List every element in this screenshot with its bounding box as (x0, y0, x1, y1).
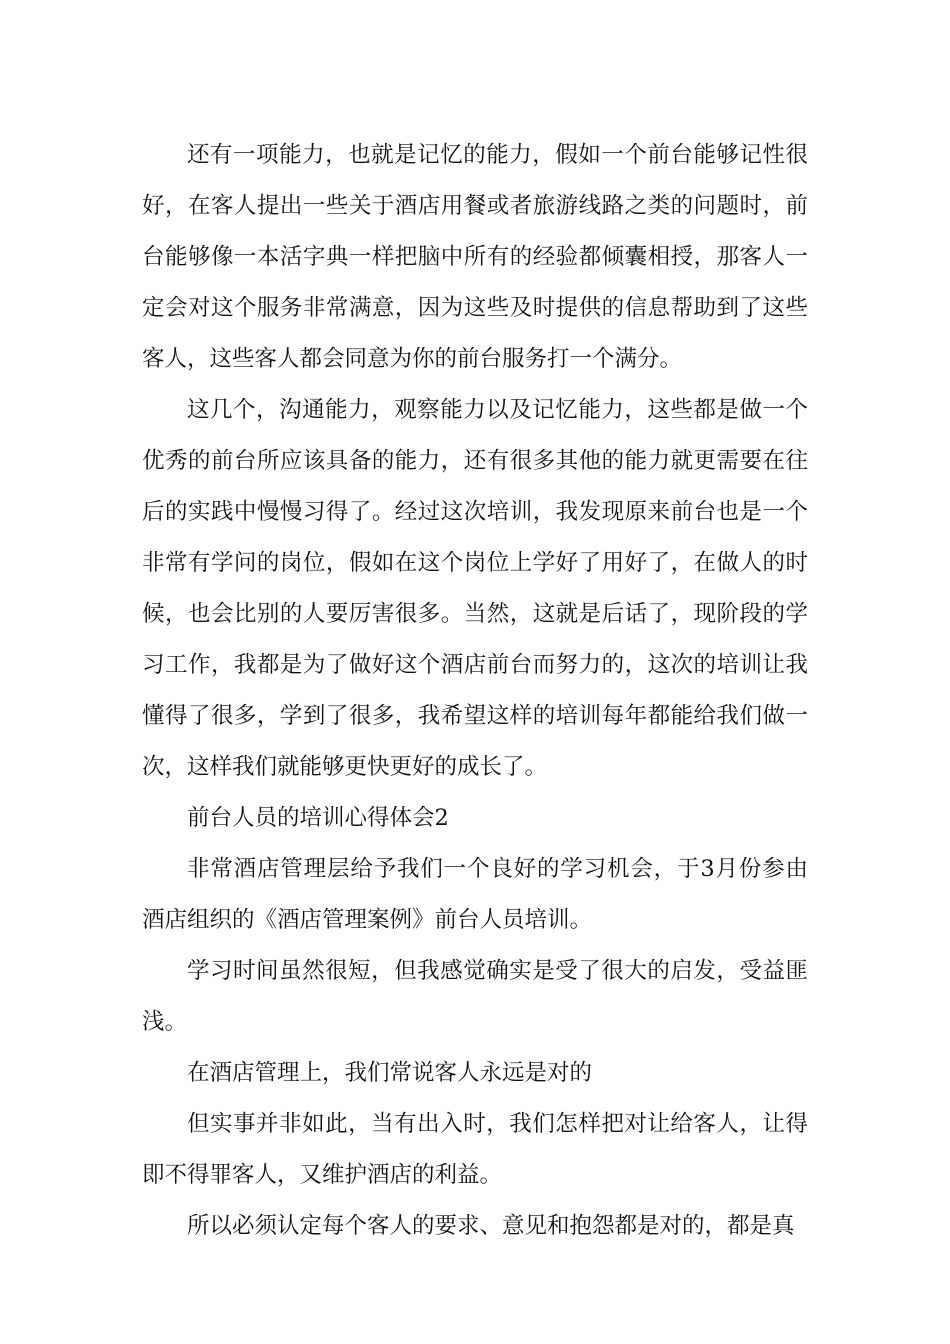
paragraph-memory-ability: 还有一项能力，也就是记忆的能力，假如一个前台能够记性很好，在客人提出一些关于酒店用餐或者旅游线路之类的问题时，前台能够像一本活字典一样把脑中所有的经验都倾囊相授，那客人一定会对这个服务非常满意，因为这些及时提供的信息帮助到了这些客人，这些客人都会同意为你的前台服务打一个满分。 (142, 142, 808, 372)
paragraph-inspiration: 学习时间虽然很短，但我感觉确实是受了很大的启发，受益匪浅。 (142, 958, 808, 1035)
paragraph-abilities-summary: 这几个，沟通能力，观察能力以及记忆能力，这些都是做一个优秀的前台所应该具备的能力，还有很多其他的能力就更需要在往后的实践中慢慢习得了。经过这次培训，我发现原来前台也是一个非常有学问的岗位，假如在这个岗位上学好了用好了，在做人的时候，也会比别的人要厉害很多。当然，这就是后话了，现阶段的学习工作，我都是为了做好这个酒店前台而努力的，这次的培训让我懂得了很多，学到了很多，我希望这样的培训每年都能给我们做一次，这样我们就能够更快更好的成长了。 (142, 397, 808, 780)
document-body (142, 130, 808, 1252)
paragraph-customer-requests: 所以必须认定每个客人的要求、意见和抱怨都是对的，都是真 (187, 1213, 795, 1239)
paragraph-training-opportunity: 非常酒店管理层给予我们一个良好的学习机会，于3月份参由酒店组织的《酒店管理案例》前台人员培训。 (142, 856, 808, 933)
paragraph-balance-interests: 但实事并非如此，当有出入时，我们怎样把对让给客人，让得即不得罪客人，又维护酒店的利益。 (142, 1111, 808, 1188)
paragraph-customer-always-right: 在酒店管理上，我们常说客人永远是对的 (187, 1060, 593, 1086)
section-heading: 前台人员的培训心得体会2 (187, 805, 449, 831)
